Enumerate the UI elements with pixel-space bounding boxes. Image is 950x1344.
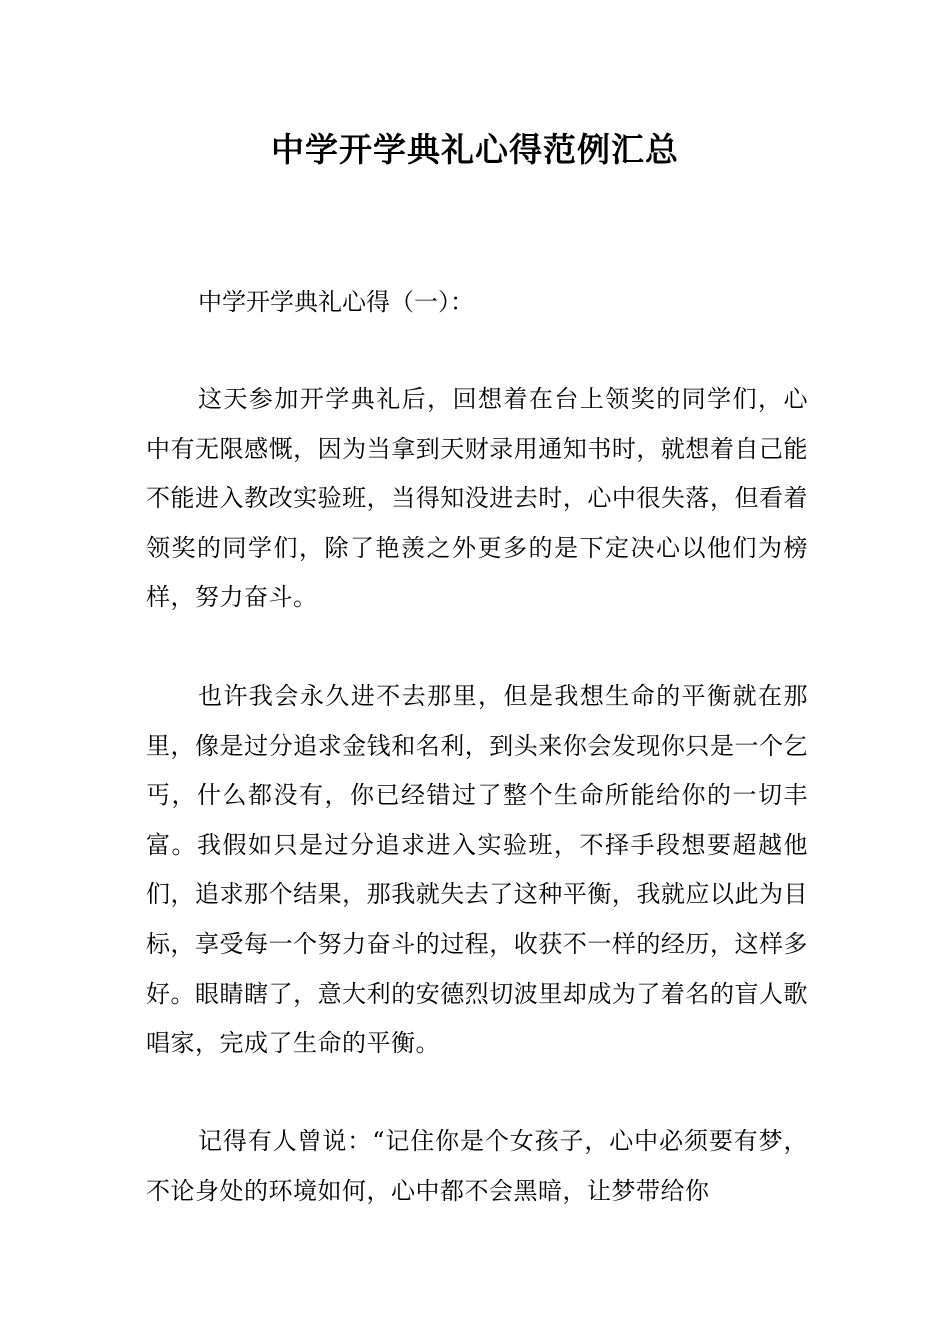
paragraph-3: 记得有人曾说：“记住你是个女孩子，心中必须要有梦，不论身处的环境如何，心中都不会黑暗，让梦带给你 — [146, 1127, 808, 1205]
paragraph-1: 这天参加开学典礼后，回想着在台上领奖的同学们，心中有无限感慨，因为当拿到天财录用通知书时，就想着自己能不能进入教改实验班，当得知没进去时，心中很失落，但看着领奖的同学们，除了艳羡之外更多的是下定决心以他们为榜样，努力奋斗。 — [146, 385, 808, 612]
document-title: 中学开学典礼心得范例汇总 — [271, 130, 679, 169]
paragraph-2: 也许我会永久进不去那里，但是我想生命的平衡就在那里，像是过分追求金钱和名利，到头来你会发现你只是一个乞丐，什么都没有，你已经错过了整个生命所能给你的一切丰富。我假如只是过分追求进入实验班，不择手段想要超越他们，追求那个结果，那我就失去了这种平衡，我就应以此为目标，享受每一个努力奋斗的过程，收获不一样的经历，这样多好。眼睛瞎了，意大利的安德烈切波里却成为了着名的盲人歌唱家，完成了生命的平衡。 — [146, 682, 808, 1058]
section-heading: 中学开学典礼心得（一）： — [198, 288, 474, 316]
